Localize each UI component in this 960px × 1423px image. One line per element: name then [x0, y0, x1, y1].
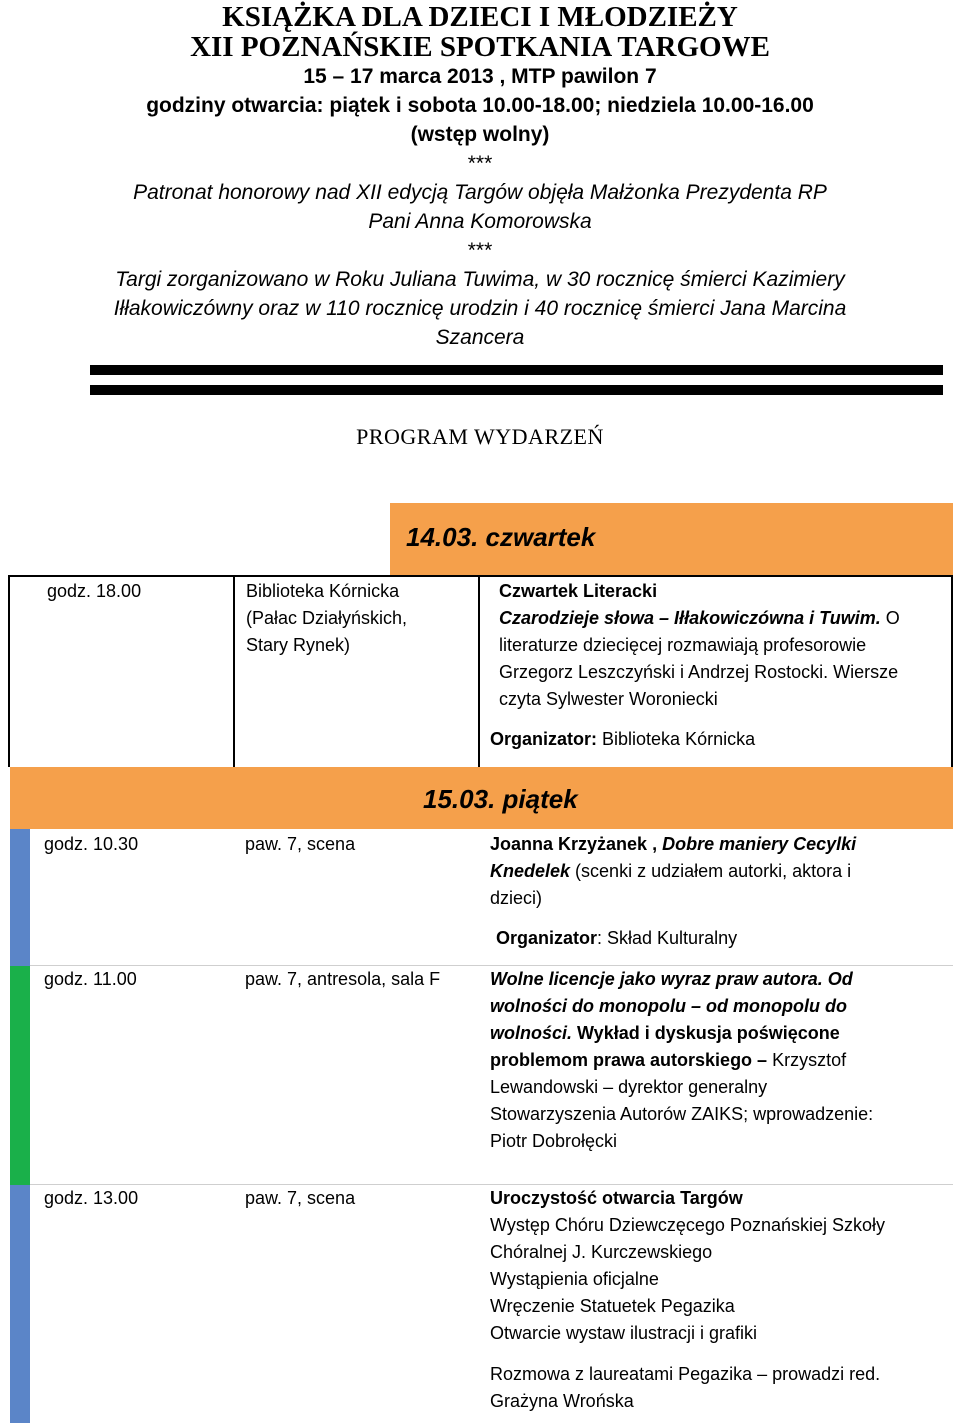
event-work: Dobre maniery Cecylki: [662, 834, 857, 854]
event-time: godz. 13.00: [44, 1188, 139, 1208]
event-desc-text: Wręczenie Statuetek Pegazika: [490, 1296, 735, 1316]
category-stripe: [10, 966, 30, 1185]
event-place-line: Stary Rynek): [246, 635, 351, 655]
event-desc-line: [490, 831, 945, 858]
event-place: paw. 7, scena: [245, 834, 356, 854]
event-place: [246, 578, 407, 659]
table-border: [478, 576, 480, 767]
event-place-line: (Pałac Działyńskich,: [246, 608, 408, 628]
event-dates: 15 – 17 marca 2013 , MTP pawilon 7: [303, 65, 657, 88]
event-time: godz. 11.00: [44, 969, 137, 989]
table-border: [951, 576, 953, 767]
organizer-value: Biblioteka Kórnicka: [597, 729, 756, 749]
event-author: Joanna Krzyżanek: [490, 834, 648, 854]
event-desc-line: [490, 1020, 945, 1047]
event-desc-text: Chóralnej J. Kurczewskiego: [490, 1242, 713, 1262]
event-desc-line: [499, 605, 944, 632]
event-desc-text: dzieci): [490, 888, 543, 908]
event-desc-text: ,: [647, 834, 663, 854]
program-title: PROGRAM WYDARZEŃ: [356, 424, 604, 449]
event-organizer: [496, 925, 737, 952]
event-desc-text: Otwarcie wystaw ilustracji i grafiki: [490, 1323, 758, 1343]
event-description: [490, 1185, 945, 1347]
anniversary-line-3: Szancera: [435, 326, 525, 349]
divider-rule: [90, 385, 943, 395]
opening-hours: godziny otwarcia: piątek i sobota 10.00-18.00; niedziela 10.00-16.00: [146, 94, 814, 117]
event-desc-text: literaturze dziecięcej rozmawiają profesorowie: [499, 635, 867, 655]
event-desc-text: problemom prawa autorskiego –: [490, 1050, 768, 1070]
event-desc-text: Stowarzyszenia Autorów ZAIKS; wprowadzenie:: [490, 1104, 874, 1124]
title-line-1: KSIĄŻKA DLA DZIECI I MŁODZIEŻY: [222, 1, 738, 33]
patronage-line-2: Pani Anna Komorowska: [368, 210, 592, 233]
title-line-2: XII POZNAŃSKIE SPOTKANIA TARGOWE: [190, 31, 770, 63]
patronage-line-1: Patronat honorowy nad XII edycją Targów objęła Małżonka Prezydenta RP: [133, 181, 827, 204]
event-description: [490, 966, 945, 1155]
event-title: Uroczystość otwarcia Targów: [490, 1188, 743, 1208]
event-description: [490, 831, 945, 912]
category-stripe: [10, 829, 30, 966]
event-title-line: wolności.: [490, 1023, 573, 1043]
organizer-label: Organizator:: [490, 729, 598, 749]
event-place: paw. 7, scena: [245, 1188, 356, 1208]
event-title: Czwartek Literacki: [499, 581, 658, 601]
event-place-line: Biblioteka Kórnicka: [246, 581, 400, 601]
table-border: [8, 575, 953, 577]
event-desc-text: Rozmowa z laureatami Pegazika – prowadzi red.: [490, 1364, 881, 1384]
event-desc-text: Wystąpienia oficjalne: [490, 1269, 659, 1289]
event-description: [499, 578, 944, 713]
day-label: 14.03. czwartek: [406, 522, 596, 552]
anniversary-line-2: Iłłakowiczówny oraz w 110 rocznicę urodzin i 40 rocznicę śmierci Jana Marcina: [113, 297, 847, 320]
organizer-label: Organizator: [496, 928, 598, 948]
event-time: godz. 10.30: [44, 834, 139, 854]
table-border: [8, 576, 10, 767]
event-title-line: Wolne licencje jako wyraz praw autora. Od: [490, 969, 853, 989]
event-time: godz. 18.00: [47, 581, 142, 601]
event-desc-text: Piotr Dobrołęcki: [490, 1131, 618, 1151]
event-desc-text: Grażyna Wrońska: [490, 1391, 634, 1411]
event-description: [490, 1361, 945, 1415]
event-organizer: [490, 726, 755, 753]
category-stripe: [10, 1185, 30, 1423]
event-desc-text: Grzegorz Leszczyński i Andrzej Rostocki. Wiersze: [499, 662, 899, 682]
event-work: Knedelek: [490, 861, 571, 881]
separator-stars: ***: [467, 152, 493, 175]
event-desc-text: Wykład i dyskusja poświęcone: [572, 1023, 840, 1043]
day-label: 15.03. piątek: [423, 784, 578, 814]
organizer-value: : Skład Kulturalny: [597, 928, 738, 948]
event-subtitle: Czarodzieje słowa – Iłłakowiczówna i Tuwim.: [499, 608, 881, 628]
entry-info: (wstęp wolny): [410, 123, 550, 146]
event-desc-text: O: [880, 608, 900, 628]
table-border: [233, 576, 235, 767]
event-desc-text: Występ Chóru Dziewczęcego Poznańskiej Szkoły: [490, 1215, 886, 1235]
event-desc-line: [490, 858, 945, 885]
event-desc-text: (scenki z udziałem autorki, aktora i: [570, 861, 852, 881]
event-desc-text: Krzysztof: [767, 1050, 847, 1070]
document-header: [0, 0, 960, 352]
event-desc-text: czyta Sylwester Woroniecki: [499, 689, 718, 709]
separator-stars: ***: [467, 239, 493, 262]
event-desc-line: [490, 1047, 945, 1074]
event-title-line: wolności do monopolu – od monopolu do: [490, 996, 847, 1016]
event-place: paw. 7, antresola, sala F: [245, 969, 441, 989]
event-desc-text: Lewandowski – dyrektor generalny: [490, 1077, 768, 1097]
divider-rule: [90, 365, 943, 375]
anniversary-line-1: Targi zorganizowano w Roku Juliana Tuwima, w 30 rocznicę śmierci Kazimiery: [115, 268, 845, 291]
